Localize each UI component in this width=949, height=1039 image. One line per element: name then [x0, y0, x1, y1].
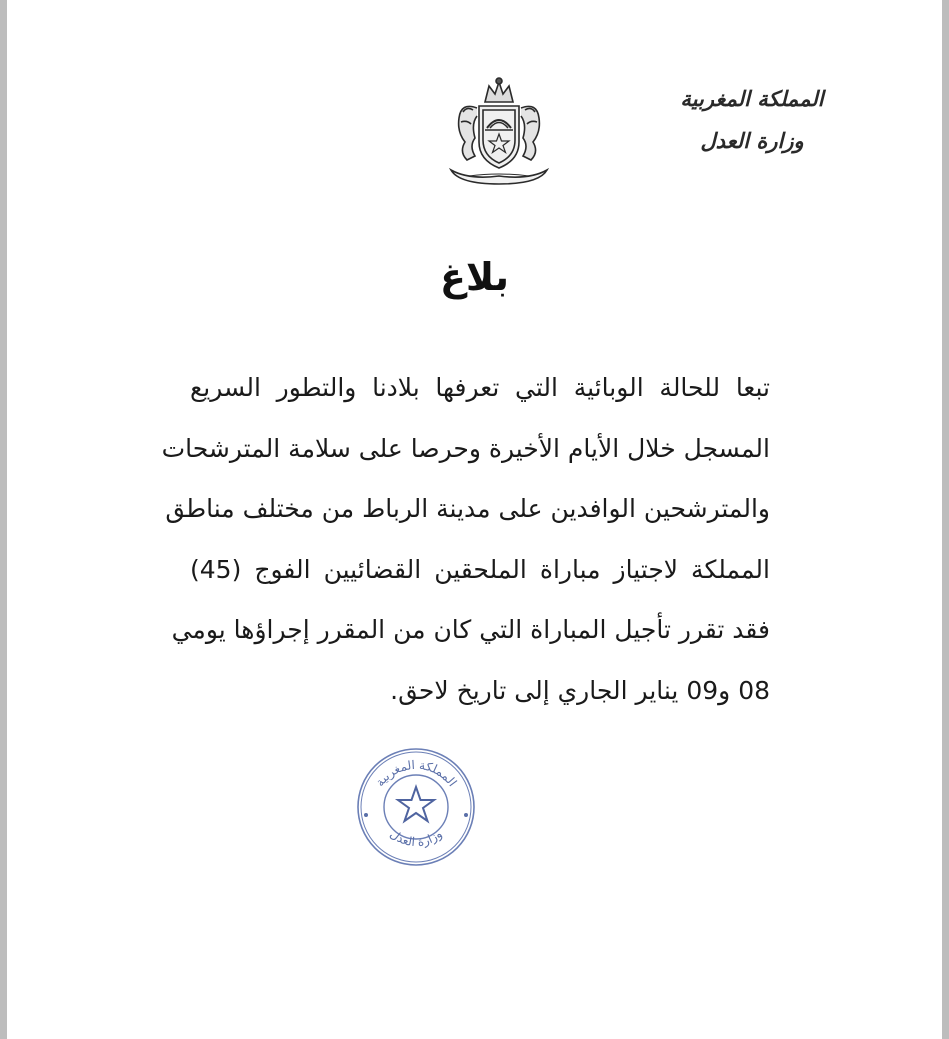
document-page: [7, 0, 942, 1039]
letterhead-kingdom: المملكة المغربية: [680, 86, 824, 111]
right-frame-border: [942, 0, 949, 1039]
body-line: المملكة لاجتياز مباراة الملحقين القضائيين الفوج (45): [190, 554, 770, 584]
royal-coat-of-arms-icon: [439, 72, 559, 192]
left-frame-border: [0, 0, 7, 1039]
svg-text:المملكة المغربية: المملكة المغربية: [372, 757, 460, 790]
letterhead-ministry: وزارة العدل: [700, 128, 804, 153]
official-stamp-icon: [352, 745, 480, 869]
body-line: تبعا للحالة الوبائية التي تعرفها بلادنا والتطور السريع: [190, 373, 770, 402]
announcement-body: [161, 358, 770, 721]
letterhead: [647, 82, 857, 158]
document-title: بلاغ: [439, 255, 510, 299]
body-line: المسجل خلال الأيام الأخيرة وحرصا على سلامة المترشحات: [161, 433, 770, 463]
body-line: فقد تقرر تأجيل المباراة التي كان من المقرر إجراؤها يومي: [171, 615, 770, 644]
body-line: والمترشحين الوافدين على مدينة الرباط من مختلف مناطق: [165, 494, 770, 523]
svg-text:وزارة العدل: وزارة العدل: [387, 826, 445, 850]
body-line: 08 و09 يناير الجاري إلى تاريخ لاحق.: [390, 675, 770, 705]
